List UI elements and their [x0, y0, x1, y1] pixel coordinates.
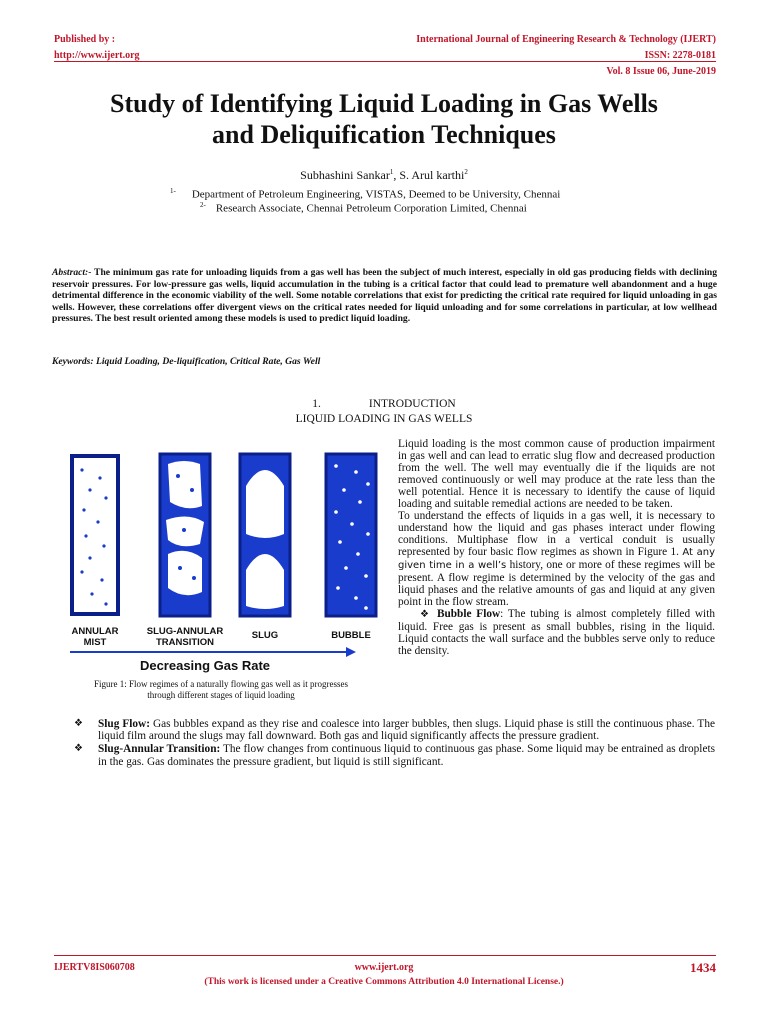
- abstract: [52, 267, 717, 325]
- title-line-1: Study of Identifying Liquid Loading in Gas Wells: [110, 89, 658, 118]
- section-title: INTRODUCTION: [368, 398, 456, 410]
- annular-mist-tube: [70, 454, 120, 616]
- arrow-label: Decreasing Gas Rate: [139, 658, 271, 673]
- bubble-flow-bullet: [398, 608, 715, 657]
- section-heading: [0, 398, 768, 410]
- author-list: [0, 168, 768, 183]
- affiliation-2-mark: 2-: [200, 201, 206, 209]
- bullet-marker: ❖: [420, 609, 431, 620]
- title-line-2: and Deliquification Techniques: [212, 120, 556, 149]
- right-column-text: [398, 438, 715, 657]
- slug-annular-bullet: [74, 743, 715, 767]
- license-note: (This work is licensed under a Creative Commons Attribution 4.0 International License.): [204, 977, 564, 987]
- flow-regimes-figure: [60, 450, 380, 678]
- label-transition: TRANSITION: [155, 637, 215, 648]
- slug-flow-label: Slug Flow:: [98, 718, 150, 730]
- affiliation-2-text: Research Associate, Chennai Petroleum Corporation Limited, Chennai: [215, 202, 527, 215]
- decreasing-gas-rate-arrow: [70, 647, 356, 657]
- label-bubble: BUBBLE: [331, 630, 371, 641]
- affiliation-1-mark: 1-: [170, 187, 176, 195]
- slug-annular-text: The flow changes from continuous liquid to continuous gas phase. Some liquid may be entrained as droplets in the gas. Gas dominates the pressure gradient, but liquid is still significant.: [98, 743, 715, 768]
- label-slug-annular: SLUG-ANNULAR: [146, 626, 224, 637]
- author-2-sup: 2: [464, 168, 468, 176]
- journal-name: International Journal of Engineering Research & Technology (IJERT): [416, 34, 716, 45]
- section-subtitle: LIQUID LOADING IN GAS WELLS: [295, 413, 473, 425]
- label-slug: SLUG: [251, 630, 279, 641]
- volume-issue: Vol. 8 Issue 06, June-2019: [606, 66, 716, 77]
- paragraph-2: [398, 510, 715, 608]
- slug-tube: [240, 454, 290, 616]
- published-by: Published by :: [54, 34, 116, 45]
- keywords: Keywords: Liquid Loading, De-liquification, Critical Rate, Gas Well: [52, 356, 321, 367]
- full-width-bullets: [74, 718, 715, 769]
- bubble-tube: [326, 454, 376, 616]
- affiliation-1-text: Department of Petroleum Engineering, VISTAS, Deemed to be University, Chennai: [191, 188, 561, 201]
- label-mist: MIST: [83, 637, 107, 648]
- figure-caption: [60, 679, 382, 701]
- caption-line-2: through different stages of liquid loading: [147, 690, 295, 700]
- paper-title: [30, 88, 738, 150]
- slug-annular-label: Slug-Annular Transition:: [98, 743, 221, 756]
- paragraph-1: Liquid loading is the most common cause of production impairment in gas well and can lead to erratic slug flow and decreased production from the well. The well may eventually die if the liquids are not removed continuously or well may produce at the rate less than the well potential. Hence it is necessary to identify the cause of liquid loading and suitable remedial actions are needed to be taken.: [398, 438, 715, 510]
- slug-annular-tube: [160, 454, 210, 616]
- bullet-marker: ❖: [74, 743, 83, 755]
- paragraph-2-part-b: At any given time in a well’s: [398, 547, 715, 571]
- page-number: 1434: [690, 960, 716, 975]
- author-1-sup: 1: [389, 168, 394, 176]
- slug-flow-bullet: [74, 718, 715, 742]
- author-2: S. Arul karthi: [399, 168, 465, 182]
- abstract-text: The minimum gas rate for unloading liquids from a gas well has been the subject of much interest, especially in old gas producing fields with declining reservoir pressures. For low-pressure gas wells, liquid accumulation in the tubing is a critical factor that could lead to premature well abandonment and a huge detrimental difference in the economic viability of the well. Some notable correlations that exist for predicting the critical rate required for liquid unloading in gas wells. However, these correlations offer divergent views on the critical rates needed for liquid unloading and for some correlations in particular, at low wellhead pressures. The best result oriented among these models is used to predict liquid loading.: [52, 267, 717, 324]
- author-1: Subhashini Sankar: [300, 168, 390, 182]
- label-annular: ANNULAR: [71, 626, 119, 637]
- slug-flow-text: Gas bubbles expand as they rise and coalesce into larger bubbles, then slugs. Liquid phase is still the continuous phase. The liquid film around the slugs may fall downward. Both gas and liquid significantly affects the pressure gradient.: [98, 718, 715, 743]
- bubble-flow-text: : The tubing is almost completely filled with liquid. Free gas is present as small bubbles, rising in the liquid. Liquid contacts the wall surface and the bubbles serve only to reduce the density.: [398, 608, 715, 657]
- section-number: 1.: [312, 398, 321, 410]
- author-separator: ,: [393, 168, 400, 182]
- header-rule: [54, 61, 716, 62]
- paper-code: IJERTV8IS060708: [54, 962, 135, 973]
- paragraph-2-part-c: history, one or more of these regimes will be present. A flow regime is determined by the velocity of the gas and liquid phases and the relative amounts of gas and liquid at any given point in the flow stream.: [398, 559, 715, 608]
- abstract-label: Abstract:-: [52, 267, 92, 278]
- bullet-marker: ❖: [74, 718, 83, 729]
- caption-line-1: Figure 1: Flow regimes of a naturally flowing gas well as it progresses: [94, 679, 348, 689]
- footer-url-link[interactable]: www.ijert.org: [354, 962, 414, 973]
- paragraph-2-part-a: To understand the effects of liquids in a gas well, it is necessary to understand how the liquid and gas phases interact under flowing conditions. Multiphase flow in a vertical conduit is usually represented by four basic flow regimes as shown in Figure 1.: [398, 510, 715, 558]
- affiliation-2: [200, 198, 527, 216]
- issn: ISSN: 2278-0181: [644, 50, 716, 61]
- footer-rule: [54, 955, 716, 956]
- header-url-link[interactable]: http://www.ijert.org: [54, 50, 140, 61]
- bubble-flow-label: Bubble Flow: [436, 608, 501, 620]
